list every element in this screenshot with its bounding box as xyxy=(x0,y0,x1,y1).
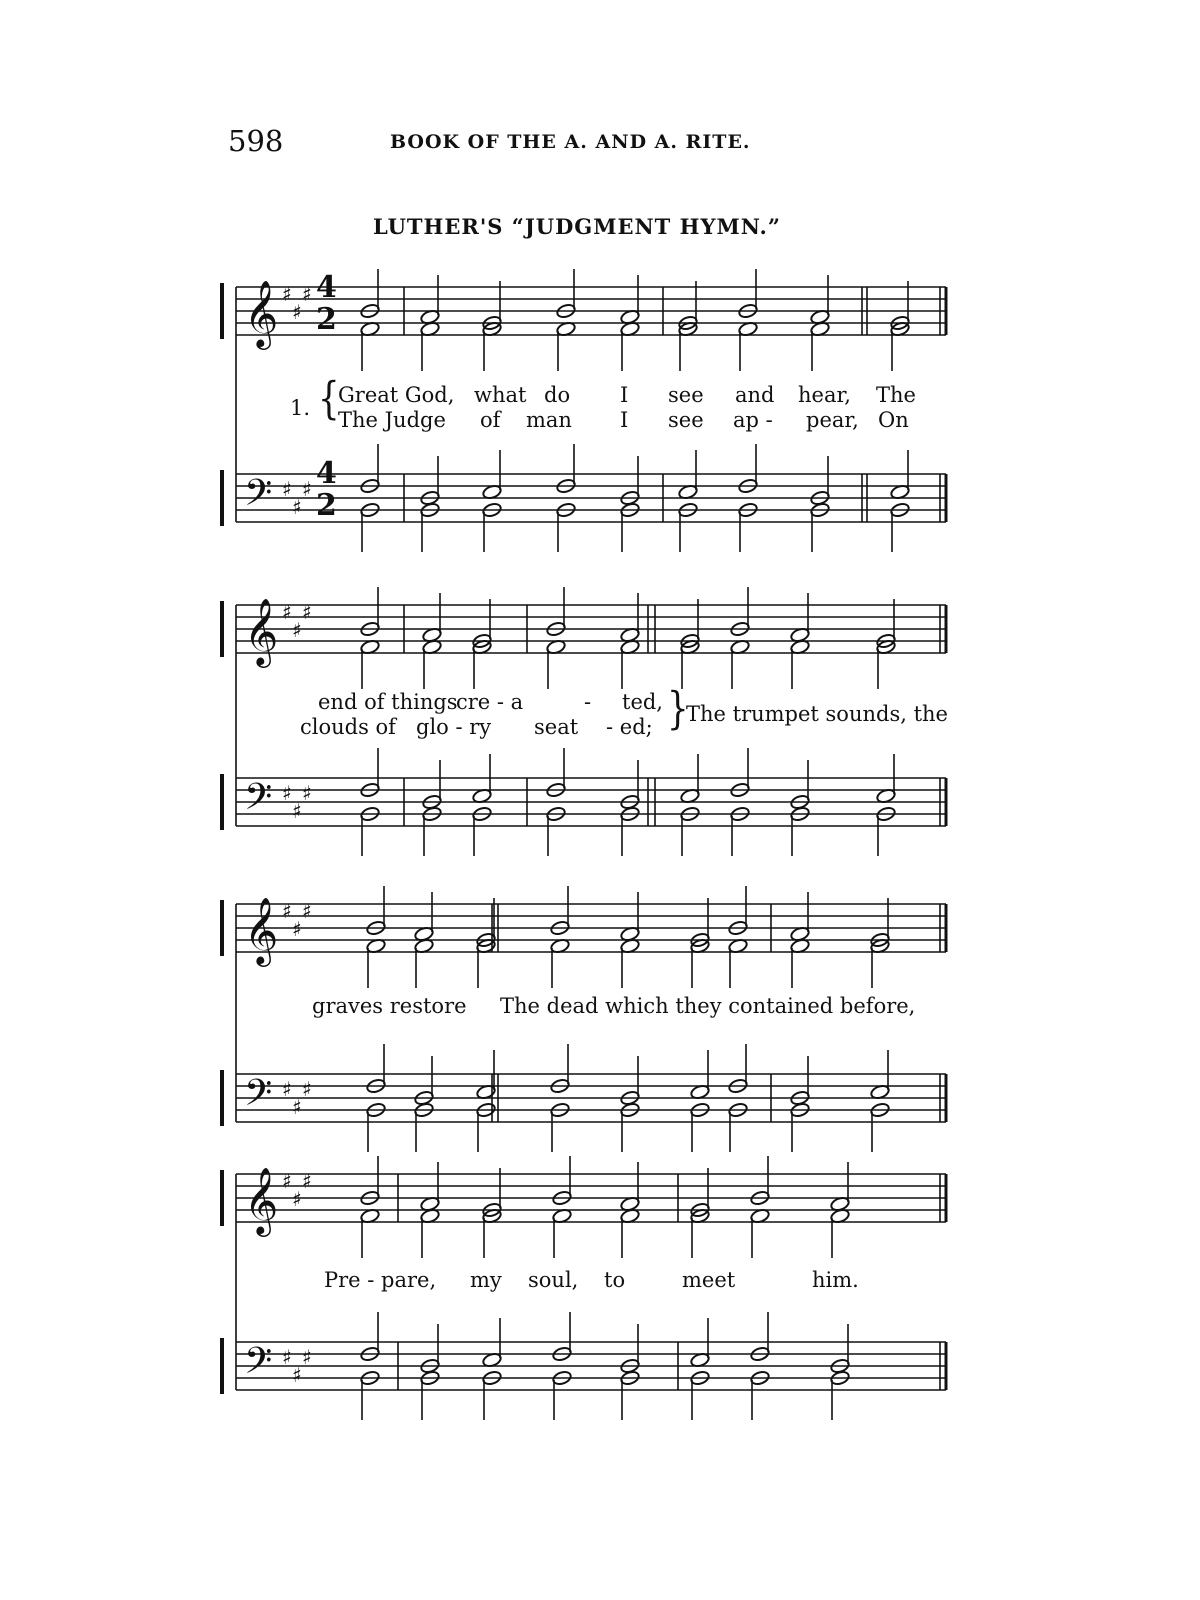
sharp-icon: ♯ xyxy=(282,1169,292,1193)
hymn-title: LUTHER'S “JUDGMENT HYMN.” xyxy=(373,214,781,239)
notes xyxy=(360,269,911,1420)
sharp-icon: ♯ xyxy=(282,1345,292,1369)
lyric-s1l1-w7: The xyxy=(876,383,916,407)
page-number: 598 xyxy=(228,124,284,158)
lyric-s4-w2: soul, xyxy=(528,1268,579,1292)
sharp-icon: ♯ xyxy=(302,600,312,624)
sharp-icon: ♯ xyxy=(282,899,292,923)
clefs xyxy=(244,279,312,1391)
lyric-s1l2-w7: On xyxy=(878,408,909,432)
lyric-s1l2-w5: ap - xyxy=(733,408,773,432)
brace-symbol: { xyxy=(318,373,340,425)
treble-time-bottom: 2 xyxy=(316,302,337,337)
treble-time-top: 4 xyxy=(316,270,337,305)
sharp-icon: ♯ xyxy=(292,495,302,519)
sharp-icon: ♯ xyxy=(282,781,292,805)
lyric-s3-w1: The dead which they contained before, xyxy=(500,994,916,1018)
lyric-s4-w5: him. xyxy=(812,1268,859,1292)
treble-clef-icon: 𝄞 xyxy=(244,279,279,347)
sharp-icon: ♯ xyxy=(292,1363,302,1387)
treble-clef-icon: 𝄞 xyxy=(244,597,279,665)
sharp-icon: ♯ xyxy=(302,781,312,805)
sharp-icon: ♯ xyxy=(302,1169,312,1193)
lyric-s1l2-w4: see xyxy=(668,408,704,432)
sharp-icon: ♯ xyxy=(302,1077,312,1101)
lyric-s2l2-w0: clouds of xyxy=(300,715,396,739)
lyric-s4-w1: my xyxy=(470,1268,502,1292)
sharp-icon: ♯ xyxy=(292,618,302,642)
lyric-s2l2-w2: seat xyxy=(534,715,579,739)
lyric-s2l2-w3: - ed; xyxy=(606,715,653,739)
bass-time-bottom: 2 xyxy=(316,488,337,523)
lyric-s2-joined: The trumpet sounds, the xyxy=(686,702,948,726)
sharp-icon: ♯ xyxy=(292,300,302,324)
sharp-icon: ♯ xyxy=(302,899,312,923)
treble-clef-icon: 𝄞 xyxy=(244,896,279,964)
bass-clef-icon: 𝄢 xyxy=(244,472,273,523)
lyric-s4-w4: meet xyxy=(682,1268,736,1292)
lyric-s1l2-w2: man xyxy=(526,408,572,432)
sharp-icon: ♯ xyxy=(292,1187,302,1211)
sharp-icon: ♯ xyxy=(282,282,292,306)
running-head: BOOK OF THE A. AND A. RITE. xyxy=(390,131,751,153)
verse-number: 1. xyxy=(290,396,311,420)
bar-lines xyxy=(222,283,946,1394)
lyric-s2l2-w1: glo - ry xyxy=(416,715,492,739)
lyric-s4-w0: Pre - pare, xyxy=(324,1268,437,1292)
sharp-icon: ♯ xyxy=(292,917,302,941)
lyric-s4-w3: to xyxy=(604,1268,626,1292)
lyric-s1l2-w6: pear, xyxy=(806,408,859,432)
lyric-s2l1-w1: cre - a xyxy=(456,690,524,714)
lyric-s1l1-w2: do xyxy=(544,383,571,407)
bass-clef-icon: 𝄢 xyxy=(244,1340,273,1391)
lyric-s2l1-w2: - xyxy=(584,690,592,714)
lyric-s1l1-w4: see xyxy=(668,383,704,407)
lyric-s2l1-w3: ted, xyxy=(622,690,663,714)
treble-clef-icon: 𝄞 xyxy=(244,1166,279,1234)
sharp-icon: ♯ xyxy=(292,799,302,823)
lyric-s3-w0: graves restore xyxy=(312,994,467,1018)
sharp-icon: ♯ xyxy=(282,1077,292,1101)
sharp-icon: ♯ xyxy=(302,282,312,306)
bass-time-top: 4 xyxy=(316,456,337,491)
lyric-s1l1-w6: hear, xyxy=(798,383,851,407)
brace-symbol-2: } xyxy=(667,683,689,735)
lyric-s1l2-w3: I xyxy=(620,408,629,432)
lyric-s2l1-w0: end of things xyxy=(318,690,458,714)
sharp-icon: ♯ xyxy=(292,1095,302,1119)
lyric-s1l1-w0: Great God, xyxy=(338,383,455,407)
lyric-s1l1-w1: what xyxy=(474,383,527,407)
bass-clef-icon: 𝄢 xyxy=(244,776,273,827)
sharp-icon: ♯ xyxy=(302,477,312,501)
bass-clef-icon: 𝄢 xyxy=(244,1072,273,1123)
lyric-s1l1-w3: I xyxy=(620,383,629,407)
lyric-s1l2-w0: The Judge xyxy=(338,408,446,432)
lyric-s1l1-w5: and xyxy=(735,383,775,407)
staff-lines xyxy=(236,287,946,1390)
sharp-icon: ♯ xyxy=(282,477,292,501)
sharp-icon: ♯ xyxy=(282,600,292,624)
lyric-s1l2-w1: of xyxy=(480,408,501,432)
sharp-icon: ♯ xyxy=(302,1345,312,1369)
